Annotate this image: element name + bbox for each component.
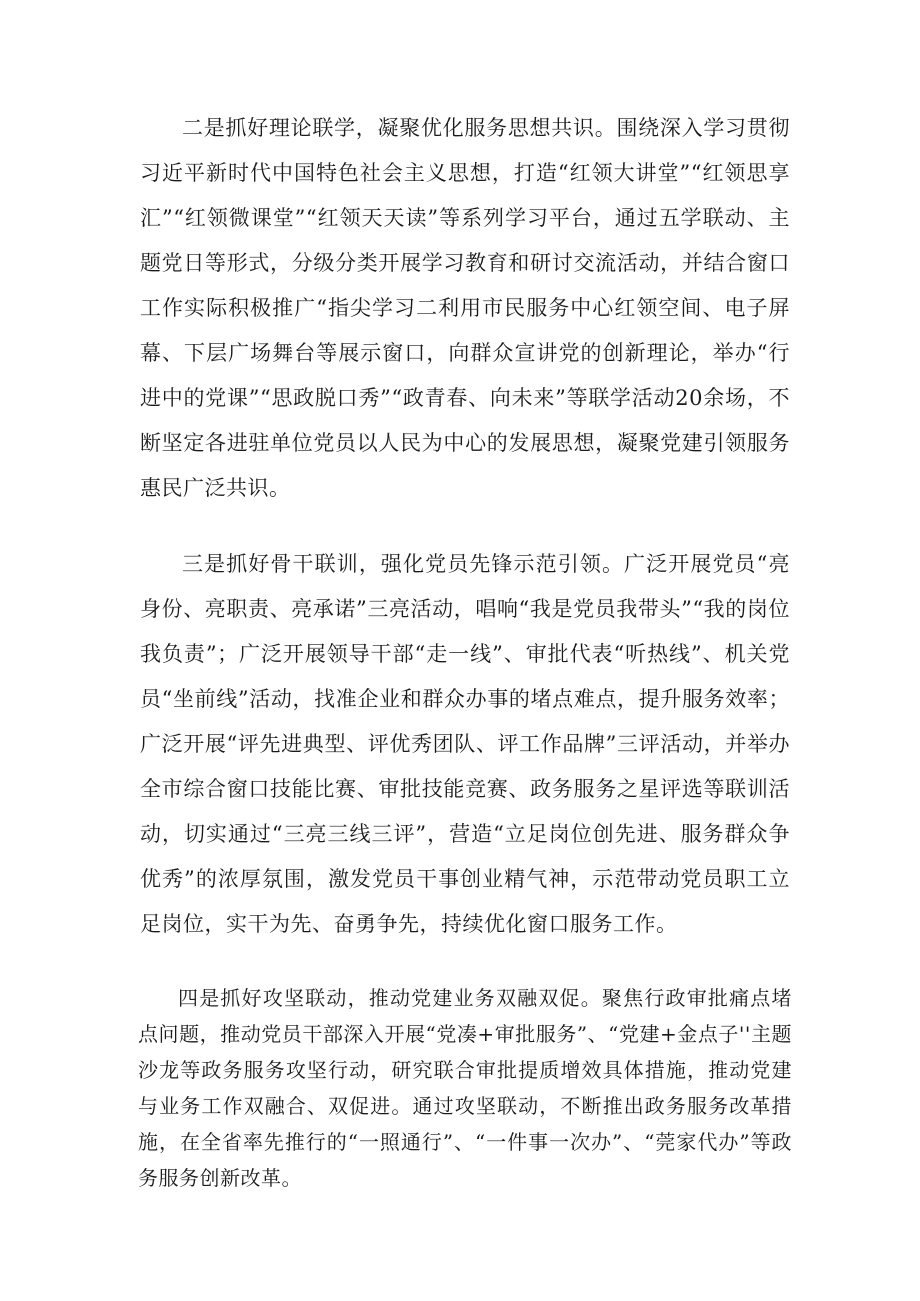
paragraph-tackling-linkage: 四是抓好攻坚联动，推动党建业务双融双促。聚焦行政审批痛点堵点问题，推动党员干部深入开展“党凑+审批服务”、“党建+金点子''主题沙龙等政务服务攻坚行动，研究联合审批提质增效具体措施，推动党建与业务工作双融合、双促进。通过攻坚联动，不断推出政务服务改革措施，在全省率先推行的“一照通行”、“一件事一次办”、“莞家代办”等政务服务创新改革。 bbox=[138, 986, 792, 1190]
paragraph-backbone-training: 三是抓好骨干联训，强化党员先锋示范引领。广泛开展党员“亮身份、亮职责、亮承诺”三亮活动，唱响“我是党员我带头”“我的岗位我负责”；广泛开展领导干部“走一线”、审批代表“听热线”、机关党员“坐前线”活动，找准企业和群众办事的堵点难点，提升服务效率；广泛开展“评先进典型、评优秀团队、评工作品牌”三评活动，并举办全市综合窗口技能比赛、审批技能竞赛、政务服务之星评选等联训活动，切实通过“三亮三线三评”，营造“立足岗位创先进、服务群众争优秀”的浓厚氛围，激发党员干事创业精气神，示范带动党员职工立足岗位，实干为先、奋勇争先，持续优化窗口服务工作。 bbox=[140, 552, 790, 936]
paragraph-theory-study: 二是抓好理论联学，凝聚优化服务思想共识。围绕深入学习贯彻习近平新时代中国特色社会主义思想，打造“红领大讲堂”“红领思享汇”“红领微课堂”“红领天天读”等系列学习平台，通过五学联动、主题党日等形式，分级分类开展学习教育和研讨交流活动，并结合窗口工作实际积极推广“指尖学习二利用市民服务中心红领空间、电子屏幕、下层广场舞台等展示窗口，向群众宣讲党的创新理论，举办“行进中的党课”“思政脱口秀”“政青春、向未来”等联学活动20余场，不断坚定各进驻单位党员以人民为中心的发展思想，凝聚党建引领服务惠民广泛共识。 bbox=[140, 116, 790, 500]
